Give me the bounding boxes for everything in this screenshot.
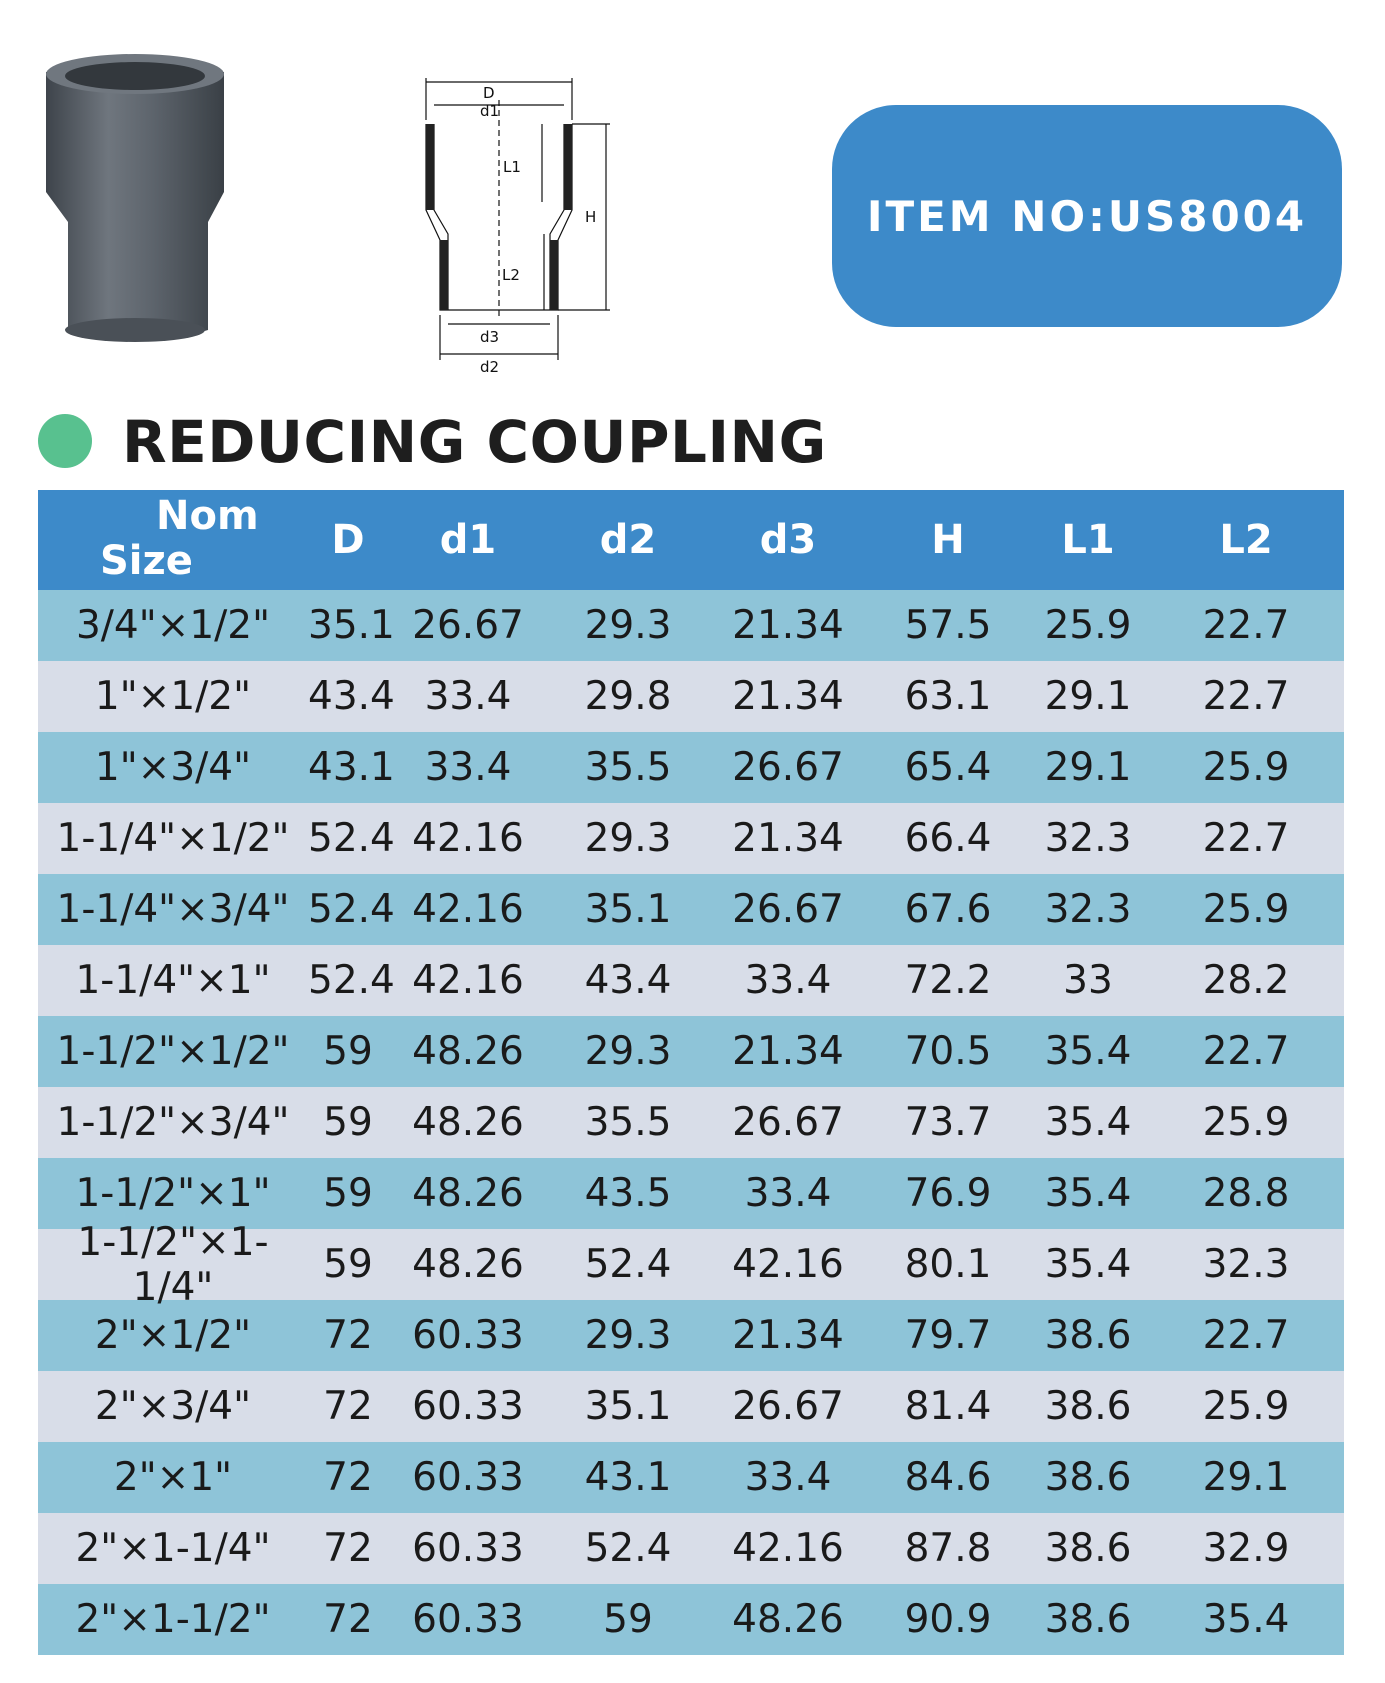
table-row: [38, 590, 1344, 661]
cell-L2: 22.7: [1202, 674, 1290, 719]
cell-D: 59: [323, 1029, 373, 1074]
header-d2: d2: [599, 517, 657, 563]
cell-d2: 43.5: [584, 1171, 672, 1216]
cell-H: 79.7: [904, 1313, 992, 1358]
cell-H: 72.2: [904, 958, 992, 1003]
cell-d3: 21.34: [732, 674, 844, 719]
product-photo: [40, 52, 230, 352]
table-row: [38, 945, 1344, 1016]
svg-text:d2: d2: [480, 358, 500, 376]
cell-L1: 38.6: [1044, 1526, 1132, 1571]
page-title: REDUCING COUPLING: [122, 408, 827, 476]
table-row: [38, 803, 1344, 874]
cell-nom-size: 1-1/4"×1": [75, 958, 271, 1003]
cell-H: 73.7: [904, 1100, 992, 1145]
svg-text:H: H: [585, 208, 597, 226]
spec-table: [38, 490, 1344, 1655]
cell-d3: 26.67: [732, 1384, 844, 1429]
table-row: [38, 1158, 1344, 1229]
table-row: [38, 1442, 1344, 1513]
cell-d1: 60.33: [412, 1313, 524, 1358]
cell-D: 43.4: [308, 674, 395, 719]
cell-nom-size: 1-1/2"×3/4": [56, 1100, 290, 1145]
cell-nom-size: 1-1/4"×3/4": [56, 887, 290, 932]
cell-d3: 21.34: [732, 816, 844, 861]
cell-D: 52.4: [308, 958, 395, 1003]
cell-D: 35.1: [308, 603, 395, 648]
cell-L2: 22.7: [1202, 1029, 1290, 1074]
cell-nom-size: 1-1/2"×1/2": [56, 1029, 290, 1074]
cell-D: 59: [323, 1171, 373, 1216]
cell-d1: 42.16: [412, 816, 524, 861]
item-number-text: ITEM NO:US8004: [866, 191, 1308, 241]
cell-L2: 25.9: [1202, 745, 1290, 790]
cell-L2: 25.9: [1202, 887, 1290, 932]
cell-D: 43.1: [308, 745, 395, 790]
cell-D: 52.4: [308, 887, 395, 932]
table-row: [38, 1016, 1344, 1087]
header-nom-size: Nom Size: [100, 493, 259, 584]
cell-d3: 42.16: [732, 1526, 844, 1571]
cell-d1: 60.33: [412, 1526, 524, 1571]
svg-text:D: D: [483, 84, 495, 102]
cell-L1: 35.4: [1044, 1100, 1132, 1145]
cell-H: 76.9: [904, 1171, 992, 1216]
table-row: [38, 1300, 1344, 1371]
cell-L1: 35.4: [1044, 1171, 1132, 1216]
cell-nom-size: 1"×3/4": [94, 745, 252, 790]
cell-L1: 38.6: [1044, 1455, 1132, 1500]
cell-d3: 21.34: [732, 1313, 844, 1358]
cell-d1: 60.33: [412, 1455, 524, 1500]
cell-d2: 29.3: [584, 603, 672, 648]
cell-d2: 43.4: [584, 958, 672, 1003]
cell-d2: 52.4: [584, 1242, 672, 1287]
cell-H: 63.1: [904, 674, 992, 719]
cell-nom-size: 2"×1": [113, 1455, 233, 1500]
cell-L1: 38.6: [1044, 1597, 1132, 1642]
cell-D: 59: [323, 1242, 373, 1287]
cell-d3: 33.4: [744, 1171, 832, 1216]
cell-L2: 32.3: [1202, 1242, 1290, 1287]
cell-L1: 38.6: [1044, 1313, 1132, 1358]
green-bullet-icon: [38, 414, 92, 468]
cell-d3: 26.67: [732, 1100, 844, 1145]
cell-L2: 25.9: [1202, 1384, 1290, 1429]
svg-text:d3: d3: [480, 328, 500, 346]
cell-H: 84.6: [904, 1455, 992, 1500]
cell-d2: 29.3: [584, 1029, 672, 1074]
cell-d2: 52.4: [584, 1526, 672, 1571]
cell-nom-size: 1"×1/2": [94, 674, 252, 719]
cell-H: 80.1: [904, 1242, 992, 1287]
cell-L2: 28.2: [1202, 958, 1290, 1003]
cell-d1: 26.67: [412, 603, 524, 648]
cell-d1: 42.16: [412, 887, 524, 932]
table-header: [38, 490, 1344, 590]
header-d1: d1: [439, 517, 497, 563]
cell-H: 81.4: [904, 1384, 992, 1429]
cell-d1: 48.26: [412, 1029, 524, 1074]
cell-nom-size: 3/4"×1/2": [75, 603, 271, 648]
cell-d3: 42.16: [732, 1242, 844, 1287]
cell-d3: 26.67: [732, 745, 844, 790]
cell-L2: 25.9: [1202, 1100, 1290, 1145]
cell-d2: 29.3: [584, 1313, 672, 1358]
header-L2: L2: [1219, 517, 1273, 563]
cell-d1: 60.33: [412, 1597, 524, 1642]
table-row: [38, 1584, 1344, 1655]
cell-nom-size: 1-1/2"×1": [75, 1171, 271, 1216]
cell-nom-size: 2"×3/4": [94, 1384, 252, 1429]
table-row: [38, 1087, 1344, 1158]
cell-d1: 48.26: [412, 1242, 524, 1287]
cell-d2: 35.5: [584, 1100, 672, 1145]
cell-d3: 21.34: [732, 1029, 844, 1074]
table-row: [38, 661, 1344, 732]
table-row: [38, 732, 1344, 803]
cell-L2: 32.9: [1202, 1526, 1290, 1571]
cell-nom-size: 1-1/4"×1/2": [56, 816, 290, 861]
cell-L2: 35.4: [1202, 1597, 1290, 1642]
cell-D: 72: [323, 1526, 373, 1571]
svg-text:L1: L1: [503, 158, 521, 176]
table-row: [38, 1371, 1344, 1442]
header-H: H: [931, 517, 965, 563]
cell-d2: 35.1: [584, 1384, 672, 1429]
cell-L1: 38.6: [1044, 1384, 1132, 1429]
cell-D: 59: [323, 1100, 373, 1145]
cell-L1: 29.1: [1044, 674, 1132, 719]
item-number-badge: [832, 105, 1342, 327]
svg-text:d1: d1: [480, 102, 500, 120]
cell-D: 72: [323, 1384, 373, 1429]
cell-D: 52.4: [308, 816, 395, 861]
cell-d1: 33.4: [424, 745, 512, 790]
table-row: [38, 874, 1344, 945]
cell-d2: 35.1: [584, 887, 672, 932]
cell-d3: 33.4: [744, 1455, 832, 1500]
cell-L1: 32.3: [1044, 887, 1132, 932]
cell-L2: 22.7: [1202, 816, 1290, 861]
cell-H: 65.4: [904, 745, 992, 790]
cell-L1: 35.4: [1044, 1029, 1132, 1074]
cell-L2: 22.7: [1202, 1313, 1290, 1358]
cell-D: 72: [323, 1597, 373, 1642]
cell-H: 66.4: [904, 816, 992, 861]
cell-d3: 33.4: [744, 958, 832, 1003]
cell-d2: 59: [603, 1597, 653, 1642]
cell-L1: 32.3: [1044, 816, 1132, 861]
cell-H: 70.5: [904, 1029, 992, 1074]
cell-d3: 21.34: [732, 603, 844, 648]
cell-L2: 22.7: [1202, 603, 1290, 648]
cell-nom-size: 2"×1-1/4": [75, 1526, 271, 1571]
dimension-drawing: [420, 70, 640, 390]
cell-L1: 35.4: [1044, 1242, 1132, 1287]
cell-nom-size: 1-1/2"×1-1/4": [77, 1219, 269, 1310]
cell-d1: 48.26: [412, 1171, 524, 1216]
svg-text:L2: L2: [502, 266, 520, 284]
cell-L2: 29.1: [1202, 1455, 1290, 1500]
cell-d1: 42.16: [412, 958, 524, 1003]
cell-d2: 35.5: [584, 745, 672, 790]
cell-D: 72: [323, 1455, 373, 1500]
cell-d1: 33.4: [424, 674, 512, 719]
cell-nom-size: 2"×1-1/2": [75, 1597, 271, 1642]
cell-H: 87.8: [904, 1526, 992, 1571]
cell-L1: 29.1: [1044, 745, 1132, 790]
cell-L2: 28.8: [1202, 1171, 1290, 1216]
header-d3: d3: [759, 517, 817, 563]
cell-d2: 29.3: [584, 816, 672, 861]
cell-d3: 26.67: [732, 887, 844, 932]
cell-L1: 33: [1063, 958, 1113, 1003]
table-row: [38, 1219, 1344, 1310]
header-D: D: [331, 517, 365, 563]
cell-H: 57.5: [904, 603, 992, 648]
cell-nom-size: 2"×1/2": [94, 1313, 252, 1358]
cell-d1: 60.33: [412, 1384, 524, 1429]
cell-D: 72: [323, 1313, 373, 1358]
table-row: [38, 1513, 1344, 1584]
cell-d2: 29.8: [584, 674, 672, 719]
cell-H: 90.9: [904, 1597, 992, 1642]
cell-d2: 43.1: [584, 1455, 672, 1500]
cell-H: 67.6: [904, 887, 992, 932]
header-L1: L1: [1061, 517, 1115, 563]
cell-L1: 25.9: [1044, 603, 1132, 648]
cell-d1: 48.26: [412, 1100, 524, 1145]
cell-d3: 48.26: [732, 1597, 844, 1642]
